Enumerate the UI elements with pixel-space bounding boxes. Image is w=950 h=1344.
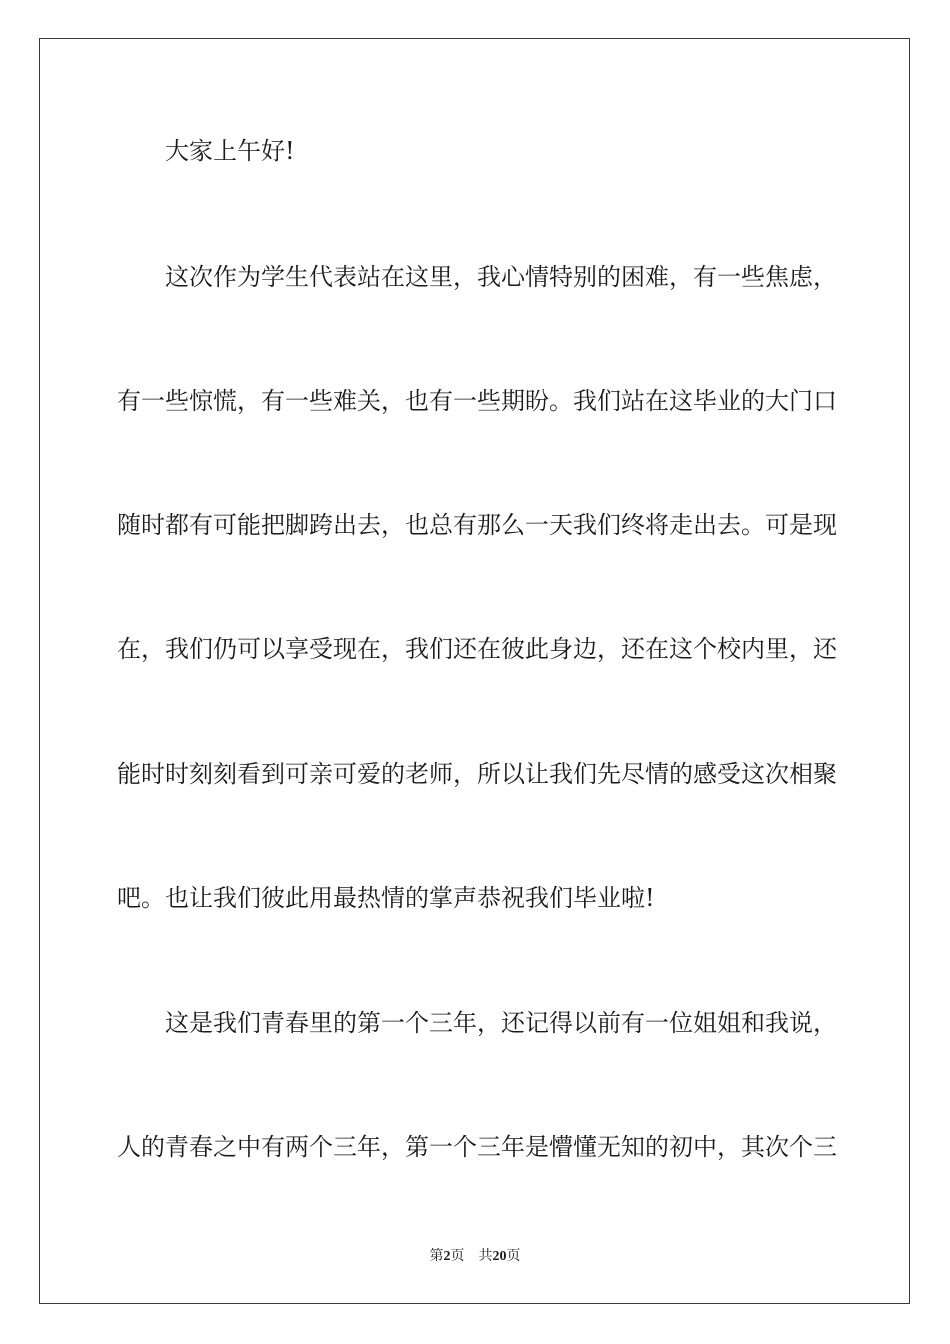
paragraph-line: 吧。也让我们彼此用最热情的掌声恭祝我们毕业啦! (117, 884, 655, 912)
paragraph-line: 随时都有可能把脚跨出去，也总有那么一天我们终将走出去。可是现 (117, 511, 837, 539)
paragraph-line: 有一些惊慌，有一些难关，也有一些期盼。我们站在这毕业的大门口 (117, 387, 837, 415)
total-prefix: 共 (478, 1248, 493, 1264)
page-total: 20 (492, 1249, 507, 1264)
page-current: 2 (443, 1249, 451, 1264)
paragraph-line: 这是我们青春里的第一个三年，还记得以前有一位姐姐和我说， (165, 1009, 837, 1037)
page-frame (39, 38, 910, 1304)
greeting-line: 大家上午好! (165, 137, 295, 165)
paragraph-line: 人的青春之中有两个三年，第一个三年是懵懂无知的初中，其次个三 (117, 1133, 837, 1161)
page-prefix: 第 (429, 1248, 444, 1264)
paragraph-line: 这次作为学生代表站在这里，我心情特别的困难，有一些焦虑， (165, 263, 837, 291)
page-footer (0, 1247, 950, 1266)
total-suffix: 页 (506, 1248, 521, 1264)
paragraph-line: 能时时刻刻看到可亲可爱的老师，所以让我们先尽情的感受这次相聚 (117, 760, 837, 788)
page-suffix: 页 (450, 1248, 465, 1264)
paragraph-line: 在，我们仍可以享受现在，我们还在彼此身边，还在这个校内里，还 (117, 635, 837, 663)
